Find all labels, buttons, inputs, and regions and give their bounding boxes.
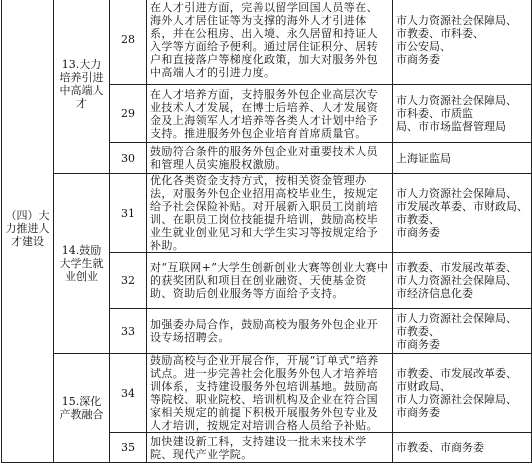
row-description: 鼓励高校与企业开展合作，开展“订单式”培养试点。进一步完善社会化服务外包人才培养培训体系，支持建设服务外包培训基地。鼓励高等院校、职业院校、培训机构及企业在符合国家相关规定的前提下积极开展服务外包专业及人才培训，按规定对培训合格人员给予补贴。	[147, 354, 393, 433]
department: 市教委、	[396, 324, 440, 338]
row-departments	[393, 309, 532, 354]
department: 上海证监局	[396, 151, 451, 165]
row-number: 28	[110, 0, 147, 85]
row-number: 35	[110, 433, 147, 463]
table-row	[2, 354, 532, 433]
row-number: 34	[110, 354, 147, 433]
department: 市人力资源社会保障局、	[396, 393, 517, 406]
department: 市经济信息化委	[396, 287, 473, 300]
row-description: 在人才培养方面，支持服务外包企业高层次专业技术人才发展，在博士后培养、人才发展资金及上海领军人才培养等各类人才计划中给予支持。推进服务外包企业培育首席质量官。	[147, 85, 393, 143]
category-label: 15.深化产教融合	[59, 395, 104, 421]
row-description: 优化各类资金支持方式，按相关资金管理办法，对服务外包企业招用高校毕业生，按规定给予社会保险补贴。对开展新入职员工岗前培训、在职员工岗位技能提升培训，鼓励高校毕业生就业创业见习和大学生实习等按规定给予补助。	[147, 174, 393, 253]
department: 市教委、市商务委	[396, 441, 484, 454]
row-number: 32	[110, 253, 147, 309]
row-departments	[393, 85, 532, 143]
department: 市商务委	[396, 52, 440, 66]
row-departments	[393, 0, 532, 85]
department: 市人力资源社会保障局、	[396, 94, 517, 107]
row-departments	[393, 174, 532, 253]
row-description: 鼓励符合条件的服务外包企业对重要技术人员和管理人员实施股权激励。	[147, 143, 393, 174]
section-label: （四）大力推进人才建设	[5, 209, 50, 248]
department: 市财政局、	[396, 380, 451, 393]
row-departments	[393, 354, 532, 433]
department: 市商务委	[396, 337, 440, 351]
department: 市教委、市发展改革委、	[396, 261, 517, 274]
department: 市商务委	[396, 406, 440, 419]
row-departments	[393, 253, 532, 309]
department: 局、市市场监督管理局	[396, 120, 506, 133]
category-label: 13.大力培养引进中高端人才	[59, 58, 104, 110]
category-label: 14.鼓励大学生就业创业	[59, 244, 104, 283]
department: 市科委、市质监	[396, 107, 473, 120]
department: 市商务委	[396, 226, 440, 239]
row-number: 33	[110, 309, 147, 354]
category-cell	[54, 354, 110, 463]
section-cell	[2, 0, 54, 463]
row-description: 在人才引进方面，完善以留学回国人员等在、海外人才居住证等为支撑的海外人才引进体系，并在公租房、出入境、永久居留和持证人入学等方面给予便利。通过居住证积分、居转户和直接落户等梯度化政策，加大对服务外包中高端人才的引进力度。	[147, 0, 393, 85]
department: 市人力资源社会保障局、	[396, 311, 517, 325]
row-description: 加快建设新工科，支持建设一批未来技术学院、现代产业学院。	[147, 433, 393, 463]
department: 市教委、市科委、	[396, 26, 484, 40]
row-departments	[393, 433, 532, 463]
policy-table	[1, 0, 532, 463]
table-row	[2, 0, 532, 85]
row-number: 30	[110, 143, 147, 174]
department: 市发展改革委、市财政局、	[396, 200, 528, 213]
row-description: 对“互联网+”大学生创新创业大赛等创业大赛中的获奖团队和项目在创业融资、天使基金资助、资助后创业服务等方面给予支持。	[147, 253, 393, 309]
category-cell	[54, 0, 110, 174]
department: 市人力资源社会保障局、	[396, 274, 517, 287]
row-number: 29	[110, 85, 147, 143]
row-departments	[393, 143, 532, 174]
table-row	[2, 174, 532, 253]
department: 市人力资源社会保障局、	[396, 187, 517, 200]
department: 市公安局、	[396, 39, 451, 53]
department: 市教委、市发展改革委、	[396, 367, 517, 380]
department: 市人力资源社会保障局、	[396, 13, 517, 27]
category-cell	[54, 174, 110, 354]
row-number: 31	[110, 174, 147, 253]
row-description: 加强委办局合作，鼓励高校为服务外包企业开设专场招聘会。	[147, 309, 393, 354]
department: 市教委、	[396, 213, 440, 226]
